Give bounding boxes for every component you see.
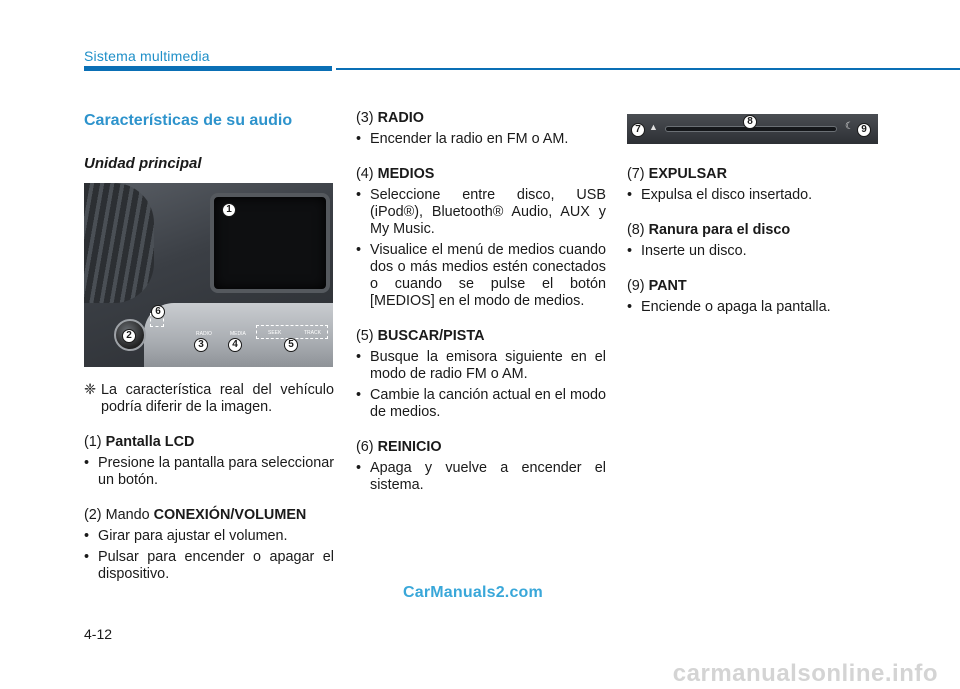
note-mark: ❈ <box>84 382 97 398</box>
label-track: TRACK <box>304 330 321 336</box>
column-1 <box>84 110 334 172</box>
note-text: La característica real del vehículo podría diferir de la imagen. <box>101 382 334 415</box>
item-2-bullet-1: • Girar para ajustar el volumen. <box>84 528 334 545</box>
item-6-bullet: • Apaga y vuelve a encender el sistema. <box>356 460 606 494</box>
header-bar-left <box>84 66 332 71</box>
callout-4: 4 <box>228 338 242 352</box>
item-6-heading: (6) REINICIO <box>356 439 442 455</box>
moon-icon: ☾ <box>845 121 854 132</box>
page-header-title: Sistema multimedia <box>84 48 210 64</box>
label-radio: RADIO <box>196 331 212 337</box>
callout-2: 2 <box>122 329 136 343</box>
item-4-bullet-1: • Seleccione entre disco, USB (iPod®), Bluetooth® Audio, AUX y My Music. <box>356 187 606 238</box>
page-number: 4-12 <box>84 626 113 642</box>
item-3-heading: (3) RADIO <box>356 110 424 126</box>
item-1-bullet: • Presione la pantalla para seleccionar un botón. <box>84 455 334 489</box>
item-7-bullet: • Expulsa el disco insertado. <box>627 187 877 204</box>
item-7-heading: (7) EXPULSAR <box>627 166 727 182</box>
item-5-bullet-1: • Busque la emisora siguiente en el modo de radio FM o AM. <box>356 349 606 383</box>
item-9-heading: (9) PANT <box>627 278 687 294</box>
label-media: MEDIA <box>230 331 246 337</box>
note <box>84 382 334 416</box>
item-9-bullet: • Enciende o apaga la pantalla. <box>627 299 877 316</box>
item-2-heading: (2) Mando CONEXIÓN/VOLUMEN <box>84 507 307 523</box>
item-8-heading: (8) Ranura para el disco <box>627 222 791 238</box>
item-2-bullet-2: • Pulsar para encender o apagar el dispositivo. <box>84 549 334 583</box>
callout-8: 8 <box>743 115 757 129</box>
callout-1: 1 <box>222 203 236 217</box>
item-5-heading: (5) BUSCAR/PISTA <box>356 328 485 344</box>
column-1-text <box>84 382 334 583</box>
section-subtitle: Unidad principal <box>84 155 202 172</box>
item-4-heading: (4) MEDIOS <box>356 166 435 182</box>
watermark-carmanuals2[interactable]: CarManuals2.com <box>403 584 543 601</box>
item-3-bullet: • Encender la radio en FM o AM. <box>356 131 606 148</box>
header-bar-right <box>336 68 960 70</box>
watermark-carmanualsonline: carmanualsonline.info <box>672 660 938 687</box>
label-seek: SEEK <box>268 330 282 336</box>
item-4-bullet-2: • Visualice el menú de medios cuando dos o más medios estén conectados o cuando se pulse el botón [MEDIOS] en el modo de medios. <box>356 242 606 310</box>
callout-7: 7 <box>631 123 645 137</box>
item-1-heading: (1) Pantalla LCD <box>84 434 195 450</box>
disc-strip-photo <box>627 114 878 144</box>
column-2 <box>356 110 606 494</box>
eject-icon: ▲ <box>649 122 658 132</box>
callout-9: 9 <box>857 123 871 137</box>
callout-6: 6 <box>151 305 165 319</box>
air-vent <box>84 183 154 303</box>
item-8-bullet: • Inserte un disco. <box>627 243 877 260</box>
column-3 <box>627 166 877 316</box>
callout-5: 5 <box>284 338 298 352</box>
head-unit-photo <box>84 183 333 367</box>
item-5-bullet-2: • Cambie la canción actual en el modo de medios. <box>356 387 606 421</box>
callout-3: 3 <box>194 338 208 352</box>
section-title: Características de su audio <box>84 112 293 129</box>
